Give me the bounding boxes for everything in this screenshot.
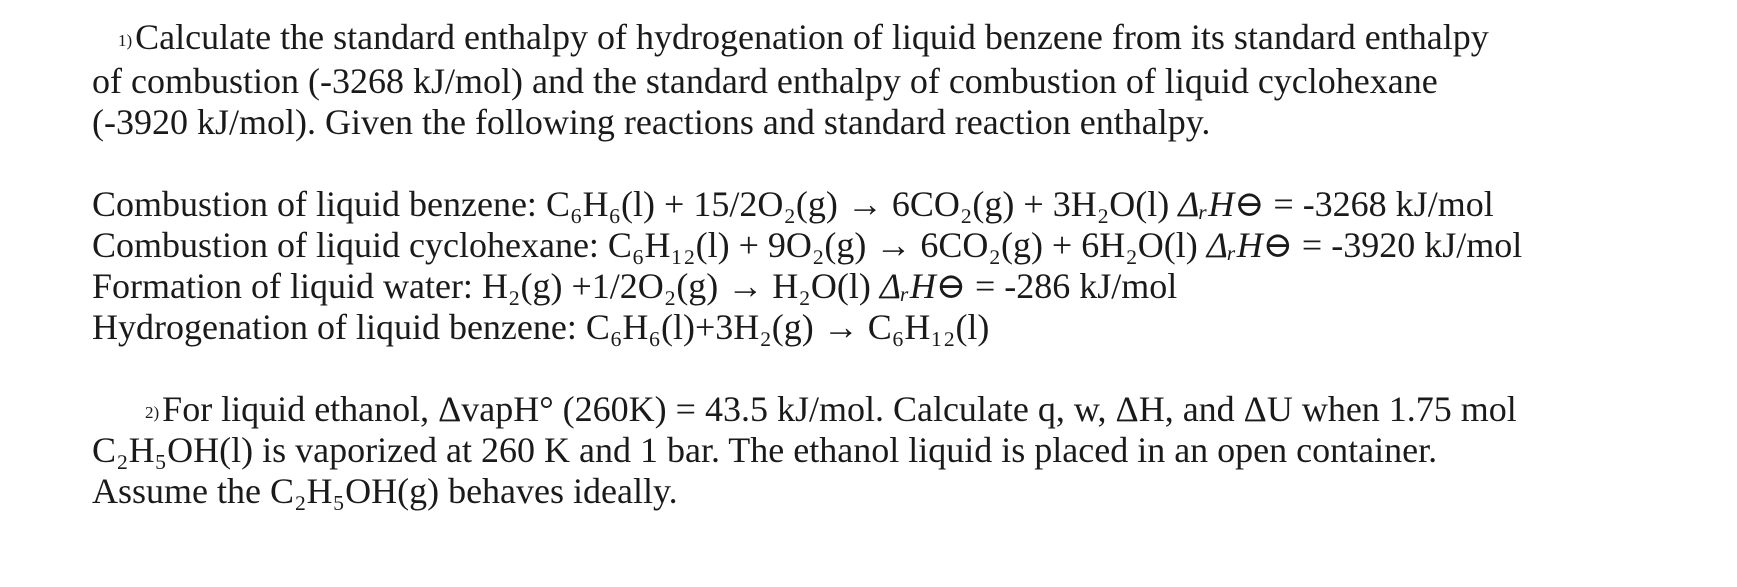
question-number: 1) [118, 31, 133, 50]
reaction-label: Combustion of liquid benzene: [92, 184, 546, 224]
enthalpy-symbol: ΔᵣH⊖ [879, 266, 966, 306]
reaction-cyclohexane-combustion [92, 222, 1522, 268]
reaction-benzene-hydrogenation [92, 304, 989, 350]
q1-line-2 [92, 58, 1438, 104]
reaction-equation: C₆H₆(l)+3H₂(g) → C₆H₁₂(l) [585, 307, 990, 347]
reaction-equation: C₆H₆(l) + 15/2O₂(g) → 6CO₂(g) + 3H₂O(l) [545, 184, 1170, 224]
enthalpy-value: = -286 kJ/mol [965, 266, 1178, 306]
reaction-label: Formation of liquid water: [92, 266, 482, 306]
enthalpy-symbol: ΔᵣH⊖ [1206, 225, 1293, 265]
q1-text-2: of combustion (-3268 kJ/mol) and the standard enthalpy of combustion of liquid cyclohexane [92, 61, 1438, 101]
q2-text-2: C₂H₅OH(l) is vaporized at 260 K and 1 bar. The ethanol liquid is placed in an open container. [92, 430, 1438, 470]
q1-line-3 [92, 99, 1210, 145]
q2-text-3: Assume the C₂H₅OH(g) behaves ideally. [92, 471, 678, 511]
enthalpy-value: = -3268 kJ/mol [1264, 184, 1494, 224]
reaction-equation: H₂(g) +1/2O₂(g) → H₂O(l) [481, 266, 871, 306]
enthalpy-symbol: ΔᵣH⊖ [1178, 184, 1265, 224]
enthalpy-value: = -3920 kJ/mol [1292, 225, 1523, 265]
reaction-water-formation [92, 263, 1177, 309]
reaction-label: Hydrogenation of liquid benzene: [92, 307, 586, 347]
reaction-benzene-combustion [92, 181, 1494, 227]
q2-line-2 [92, 427, 1437, 473]
reaction-equation: C₆H₁₂(l) + 9O₂(g) → 6CO₂(g) + 6H₂O(l) [607, 225, 1198, 265]
question-number: 2) [145, 403, 160, 422]
q1-text-1: Calculate the standard enthalpy of hydrogenation of liquid benzene from its standard enthalpy [135, 17, 1489, 57]
q1-text-3: (-3920 kJ/mol). Given the following reactions and standard reaction enthalpy. [92, 102, 1211, 142]
q2-text-1: For liquid ethanol, ΔvapH° (260K) = 43.5 kJ/mol. Calculate q, w, ΔH, and ΔU when 1.75 mol [162, 389, 1517, 429]
q2-line-3 [92, 468, 678, 514]
reaction-label: Combustion of liquid cyclohexane: [92, 225, 608, 265]
